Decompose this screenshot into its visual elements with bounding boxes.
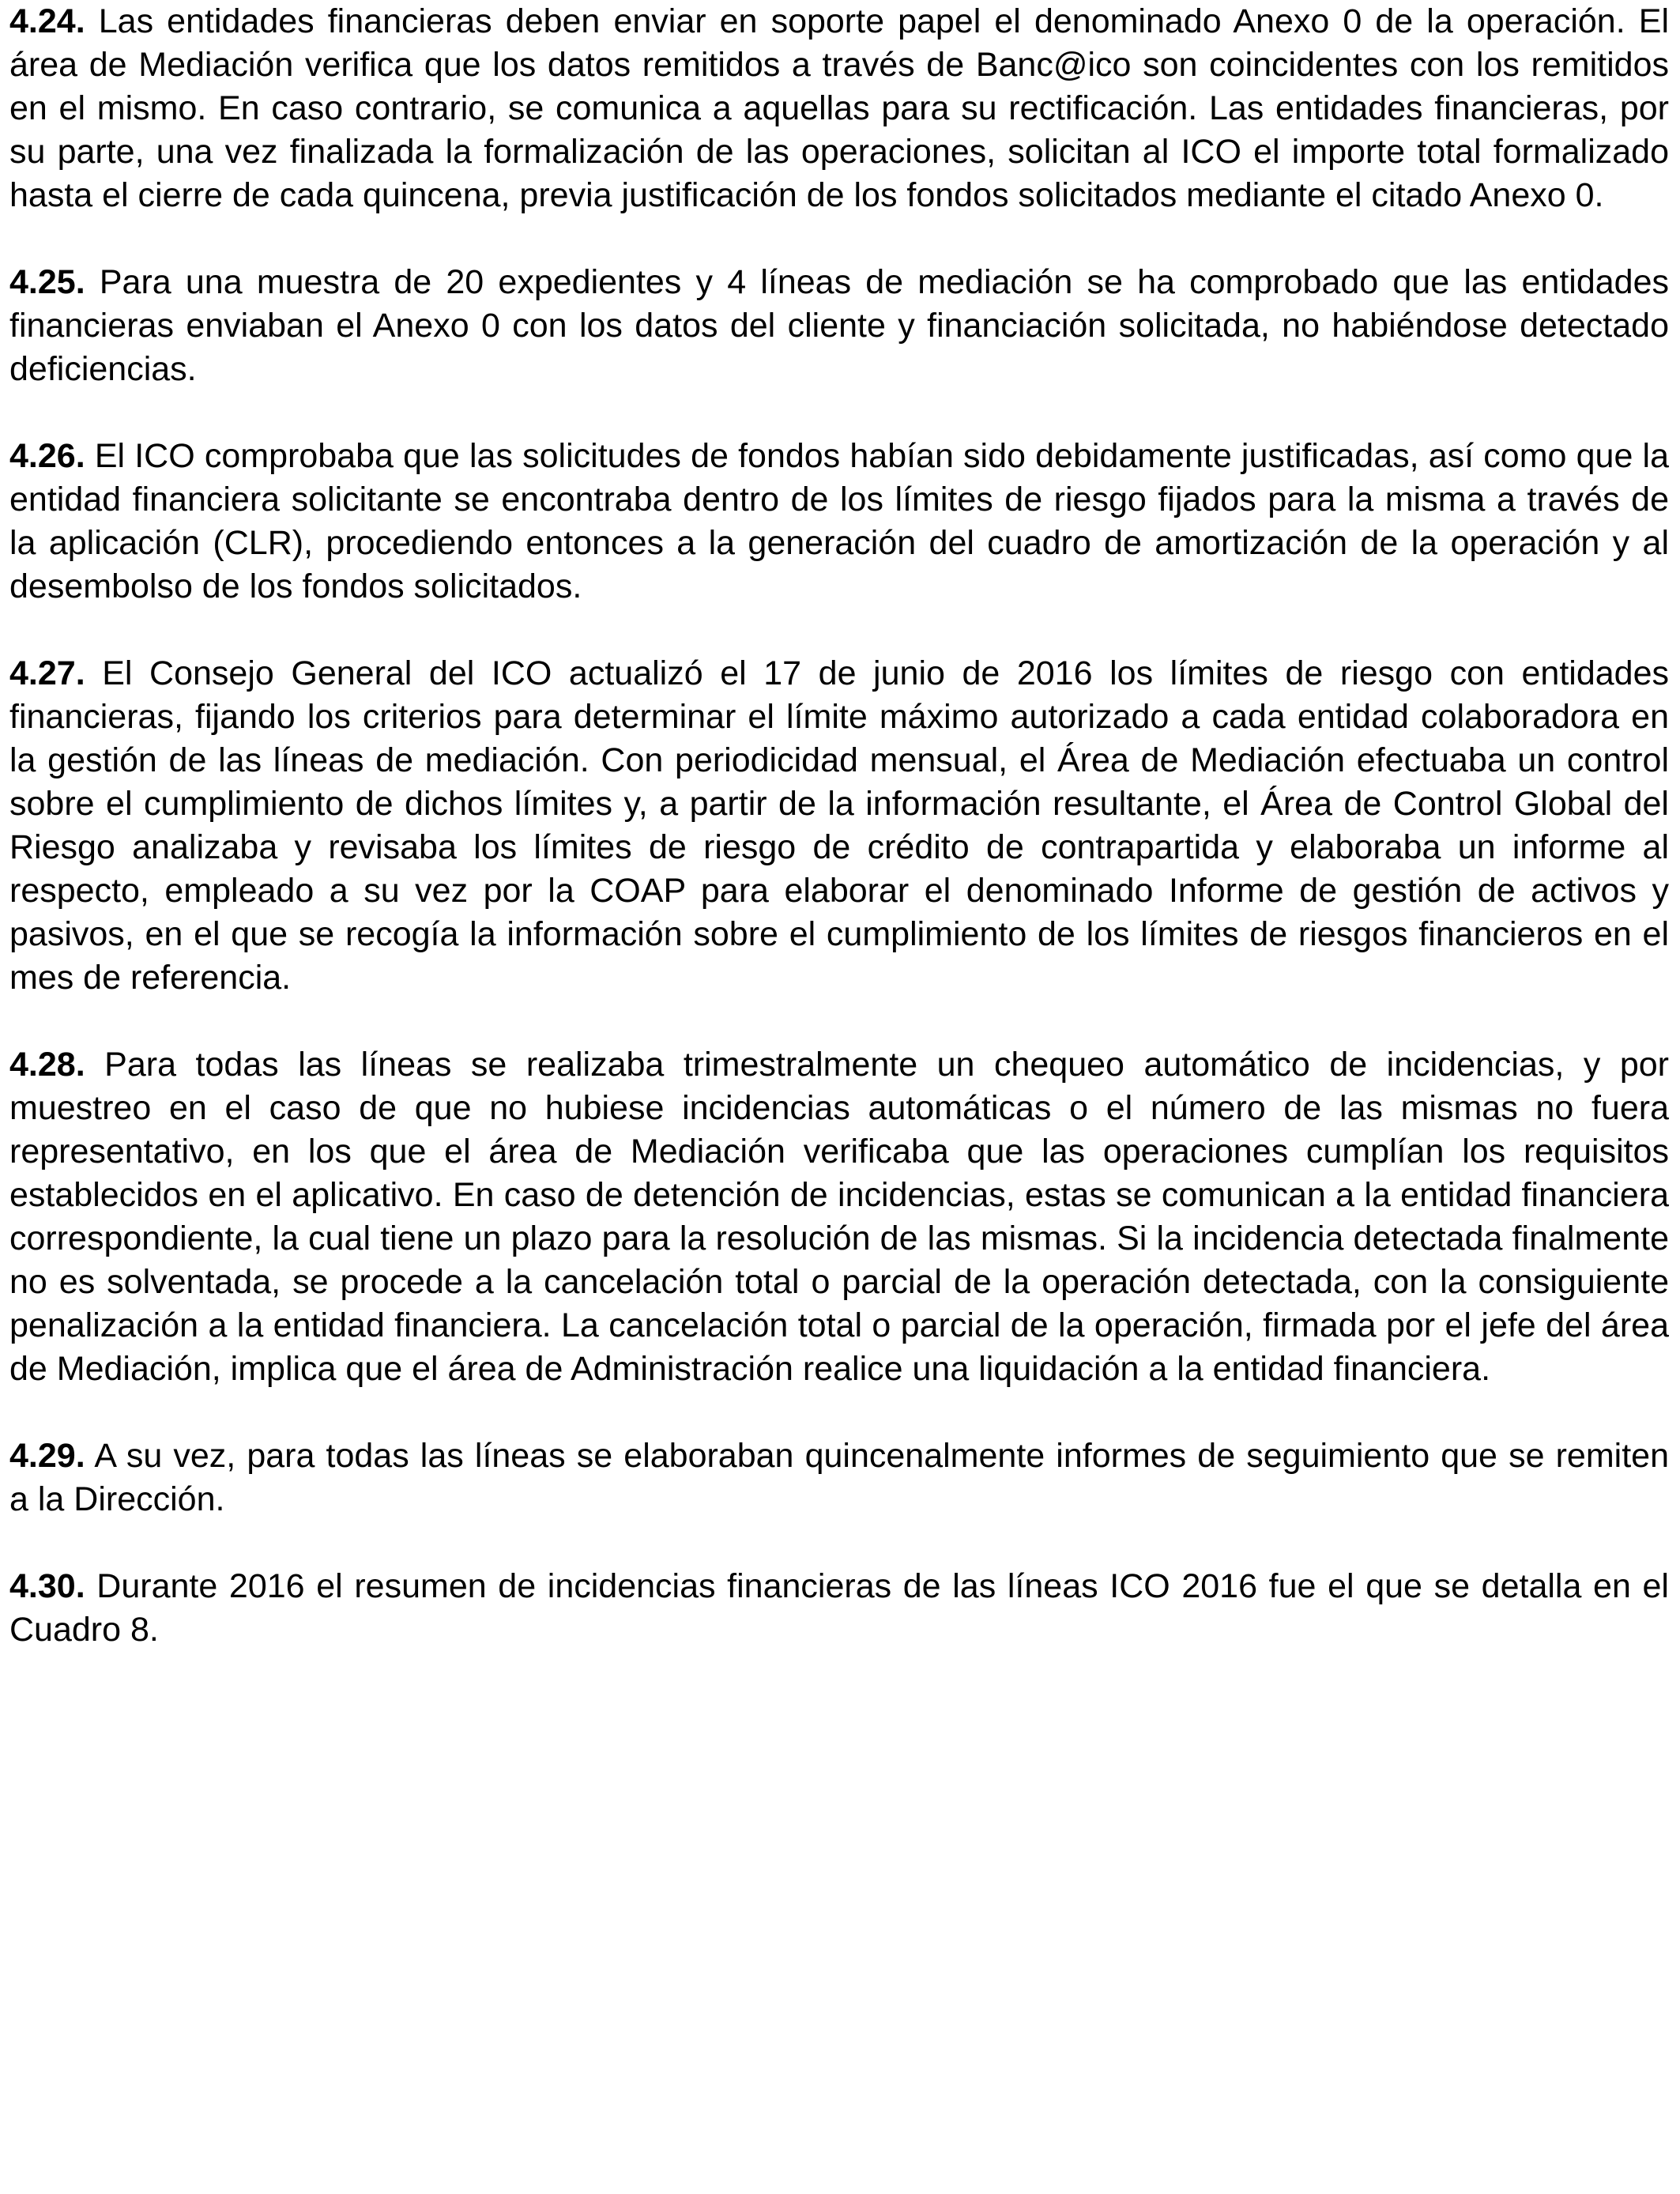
paragraph-text: Durante 2016 el resumen de incidencias financieras de las líneas ICO 2016 fue el que se detalla en el Cuadro 8. <box>9 1567 1669 1649</box>
paragraph-text: Las entidades financieras deben enviar en soporte papel el denominado Anexo 0 de la operación. El área de Mediación verifica que los datos remitidos a través de Banc@ico son coincidentes con los remitidos en el mismo. En caso contrario, se comunica a aquellas para su rectificación. Las entidades financieras, por su parte, una vez finalizada la formalización de las operaciones, solicitan al ICO el importe total formalizado hasta el cierre de cada quincena, previa justificación de los fondos solicitados mediante el citado Anexo 0. <box>9 2 1669 214</box>
paragraph-4-26 <box>9 435 1669 609</box>
paragraph-text: El ICO comprobaba que las solicitudes de fondos habían sido debidamente justificadas, así como que la entidad financiera solicitante se encontraba dentro de los límites de riesgo fijados para la misma a través de la aplicación (CLR), procediendo entonces a la generación del cuadro de amortización de la operación y al desembolso de los fondos solicitados. <box>9 437 1670 605</box>
paragraph-number: 4.25. <box>9 263 85 301</box>
paragraph-number: 4.29. <box>9 1437 85 1475</box>
paragraph-4-24 <box>9 0 1669 217</box>
paragraph-number: 4.27. <box>9 654 85 692</box>
paragraph-number: 4.28. <box>9 1046 85 1084</box>
document-page <box>9 0 1669 1695</box>
paragraph-number: 4.26. <box>9 437 85 475</box>
paragraph-number: 4.24. <box>9 2 85 40</box>
paragraph-text: Para todas las líneas se realizaba trimestralmente un chequeo automático de incidencias, y por muestreo en el caso de que no hubiese incidencias automáticas o el número de las mismas no fuera representativo, en los que el área de Mediación verificaba que las operaciones cumplían los requisitos establecidos en el aplicativo. En caso de detención de incidencias, estas se comunican a la entidad financiera correspondiente, la cual tiene un plazo para la resolución de las mismas. Si la incidencia detectada finalmente no es solventada, se procede a la cancelación total o parcial de la operación detectada, con la consiguiente penalización a la entidad financiera. La cancelación total o parcial de la operación, firmada por el jefe del área de Mediación, implica que el área de Administración realice una liquidación a la entidad financiera. <box>9 1046 1670 1388</box>
paragraph-text: A su vez, para todas las líneas se elaboraban quincenalmente informes de seguimiento que se remiten a la Dirección. <box>9 1437 1669 1518</box>
paragraph-4-27 <box>9 652 1669 1000</box>
paragraph-number: 4.30. <box>9 1567 85 1605</box>
paragraph-text: El Consejo General del ICO actualizó el 17 de junio de 2016 los límites de riesgo con entidades financieras, fijando los criterios para determinar el límite máximo autorizado a cada entidad colaboradora en la gestión de las líneas de mediación. Con periodicidad mensual, el Área de Mediación efectuaba un control sobre el cumplimiento de dichos límites y, a partir de la información resultante, el Área de Control Global del Riesgo analizaba y revisaba los límites de riesgo de crédito de contrapartida y elaboraba un informe al respecto, empleado a su vez por la COAP para elaborar el denominado Informe de gestión de activos y pasivos, en el que se recogía la información sobre el cumplimiento de los límites de riesgos financieros en el mes de referencia. <box>9 654 1669 997</box>
paragraph-4-25 <box>9 261 1669 391</box>
paragraph-4-29 <box>9 1434 1669 1521</box>
paragraph-4-28 <box>9 1043 1669 1391</box>
paragraph-text: Para una muestra de 20 expedientes y 4 líneas de mediación se ha comprobado que las entidades financieras enviaban el Anexo 0 con los datos del cliente y financiación solicitada, no habiéndose detectado deficiencias. <box>9 263 1669 388</box>
paragraph-4-30 <box>9 1565 1669 1652</box>
